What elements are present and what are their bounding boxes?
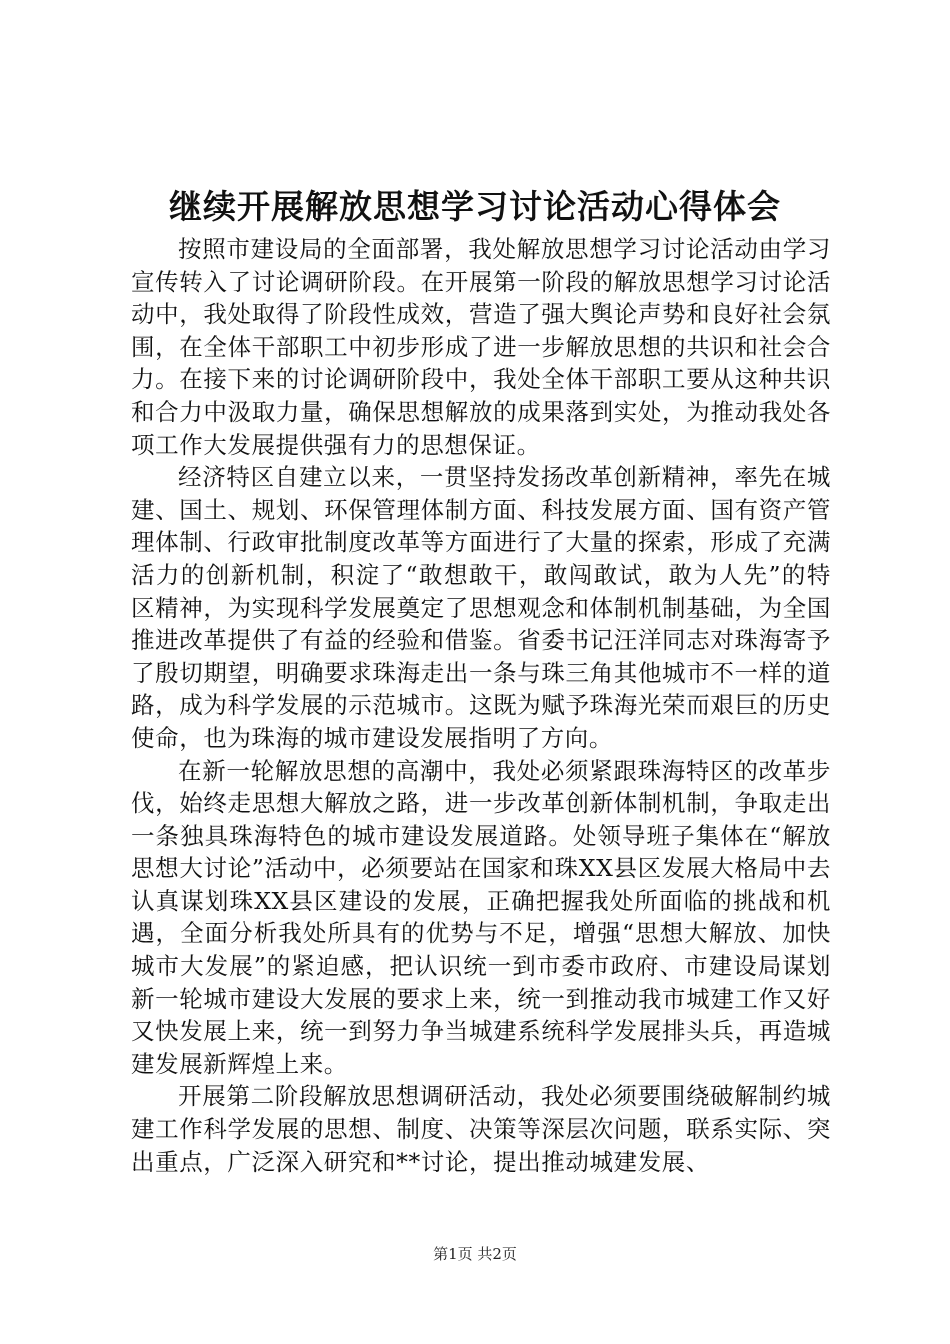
page-number-footer: 第1页 共2页: [433, 1245, 517, 1263]
paragraph: 开展第二阶段解放思想调研活动，我处必须要围绕破解制约城建工作科学发展的思想、制度、决策等深层次问题，联系实际、突出重点，广泛深入研究和**讨论，提出推动城建发展、: [131, 1082, 831, 1176]
document-title: 继续开展解放思想学习讨论活动心得体会: [169, 187, 781, 226]
paragraph: 经济特区自建立以来，一贯坚持发扬改革创新精神，率先在城建、国土、规划、环保管理体制方面、科技发展方面、国有资产管理体制、行政审批制度改革等方面进行了大量的探索，形成了充满活力的创新机制，积淀了“敢想敢干，敢闯敢试，敢为人先”的特区精神，为实现科学发展奠定了思想观念和体制机制基础，为全国推进改革提供了有益的经验和借鉴。省委书记汪洋同志对珠海寄予了殷切期望，明确要求珠海走出一条与珠三角其他城市不一样的道路，成为科学发展的示范城市。这既为赋予珠海光荣而艰巨的历史使命，也为珠海的城市建设发展指明了方向。: [131, 463, 831, 752]
paragraph: 按照市建设局的全面部署，我处解放思想学习讨论活动由学习宣传转入了讨论调研阶段。在开展第一阶段的解放思想学习讨论活动中，我处取得了阶段性成效，营造了强大舆论声势和良好社会氛围，在全体干部职工中初步形成了进一步解放思想的共识和社会合力。在接下来的讨论调研阶段中，我处全体干部职工要从这种共识和合力中汲取力量，确保思想解放的成果落到实处，为推动我处各项工作大发展提供强有力的思想保证。: [131, 235, 831, 459]
document-body: [131, 233, 831, 1178]
paragraph: 在新一轮解放思想的高潮中，我处必须紧跟珠海特区的改革步伐，始终走思想大解放之路，进一步改革创新体制机制，争取走出一条独具珠海特色的城市建设发展道路。处领导班子集体在“解放思想大讨论”活动中，必须要站在国家和珠XX县区发展大格局中去认真谋划珠XX县区建设的发展，正确把握我处所面临的挑战和机遇，全面分析我处所具有的优势与不足，增强“思想大解放、加快城市大发展”的紧迫感，把认识统一到市委市政府、市建设局谋划新一轮城市建设大发展的要求上来，统一到推动我市城建工作又好又快发展上来，统一到努力争当城建系统科学发展排头兵，再造城建发展新辉煌上来。: [131, 756, 831, 1078]
